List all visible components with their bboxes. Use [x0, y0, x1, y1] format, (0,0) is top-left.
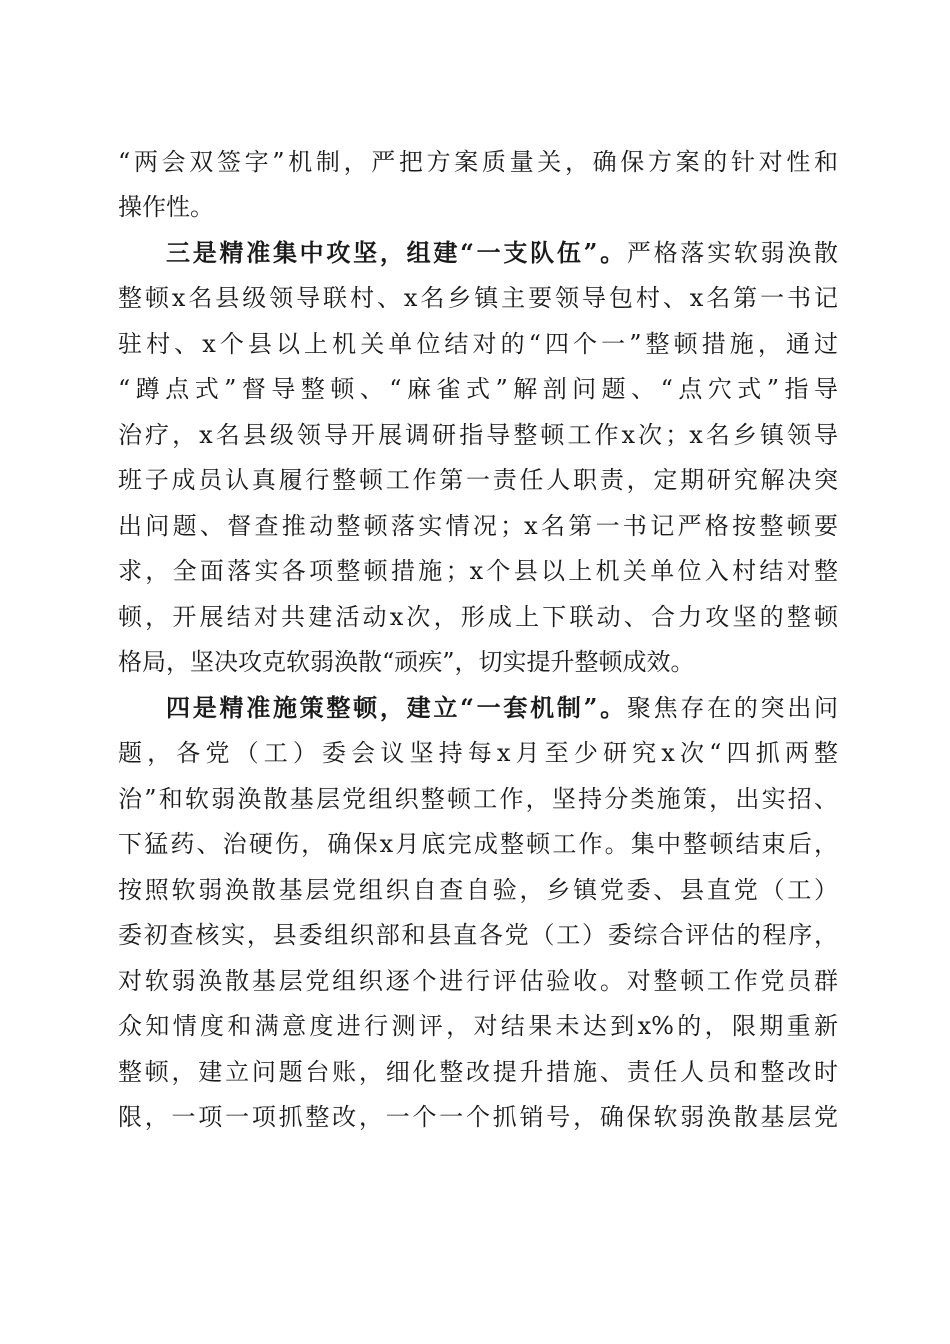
paragraph-2-line-5: 治疗，x名县级领导开展调研指导整顿工作x次；x名乡镇领导	[118, 421, 838, 449]
paragraph-3-line-6: 委初查核实，县委组织部和县直各党（工）委综合评估的程序，	[118, 921, 838, 949]
paragraph-3-line-4: 下猛药、治硬伤，确保x月底完成整顿工作。集中整顿结束后，	[118, 830, 838, 858]
paragraph-2-line-1-text: 严格落实软弱涣散	[626, 239, 839, 267]
paragraph-2-line-2: 整顿x名县级领导联村、x名乡镇主要领导包村、x名第一书记	[118, 284, 838, 312]
paragraph-2-line-9: 顿，开展结对共建活动x次，形成上下联动、合力攻坚的整顿	[118, 603, 838, 631]
paragraph-3-line-2: 题，各党（工）委会议坚持每x月至少研究x次“四抓两整	[118, 739, 838, 767]
paragraph-3-line-8: 众知情度和满意度进行测评，对结果未达到x%的，限期重新	[118, 1012, 838, 1040]
paragraph-3-line-1	[166, 690, 838, 726]
paragraph-2-line-7: 出问题、督查推动整顿落实情况；x名第一书记严格按整顿要	[118, 512, 838, 540]
paragraph-2-line-4: “蹲点式”督导整顿、“麻雀式”解剖问题、“点穴式”指导	[118, 375, 838, 403]
paragraph-3-line-9: 整顿，建立问题台账，细化整改提升措施、责任人员和整改时	[118, 1058, 838, 1086]
paragraph-3-line-3: 治”和软弱涣散基层党组织整顿工作，坚持分类施策，出实招、	[118, 785, 838, 813]
paragraph-3-line-10: 限，一项一项抓整改，一个一个抓销号，确保软弱涣散基层党	[118, 1103, 838, 1131]
paragraph-2-line-1	[166, 235, 838, 271]
paragraph-1-line-2: 操作性。	[118, 193, 214, 221]
paragraph-2-line-10: 格局，坚决攻克软弱涣散“顽疾”，切实提升整顿成效。	[118, 648, 695, 676]
paragraph-3-line-7: 对软弱涣散基层党组织逐个进行评估验收。对整顿工作党员群	[118, 967, 838, 995]
paragraph-2-line-6: 班子成员认真履行整顿工作第一责任人职责，定期研究解决突	[118, 466, 838, 494]
paragraph-2-line-8: 求，全面落实各项整顿措施；x个县以上机关单位入村结对整	[118, 557, 838, 585]
paragraph-2-lead: 三是精准集中攻坚，组建“一支队伍”。	[166, 238, 627, 267]
paragraph-2-line-3: 驻村、x个县以上机关单位结对的“四个一”整顿措施，通过	[118, 330, 838, 358]
paragraph-3-line-1-text: 聚焦存在的突出问	[626, 694, 839, 722]
paragraph-3-line-5: 按照软弱涣散基层党组织自查自验，乡镇党委、县直党（工）	[118, 876, 838, 904]
paragraph-1-line-1: “两会双签字”机制，严把方案质量关，确保方案的针对性和	[118, 148, 838, 176]
paragraph-3-lead: 四是精准施策整顿，建立“一套机制”。	[166, 693, 627, 722]
